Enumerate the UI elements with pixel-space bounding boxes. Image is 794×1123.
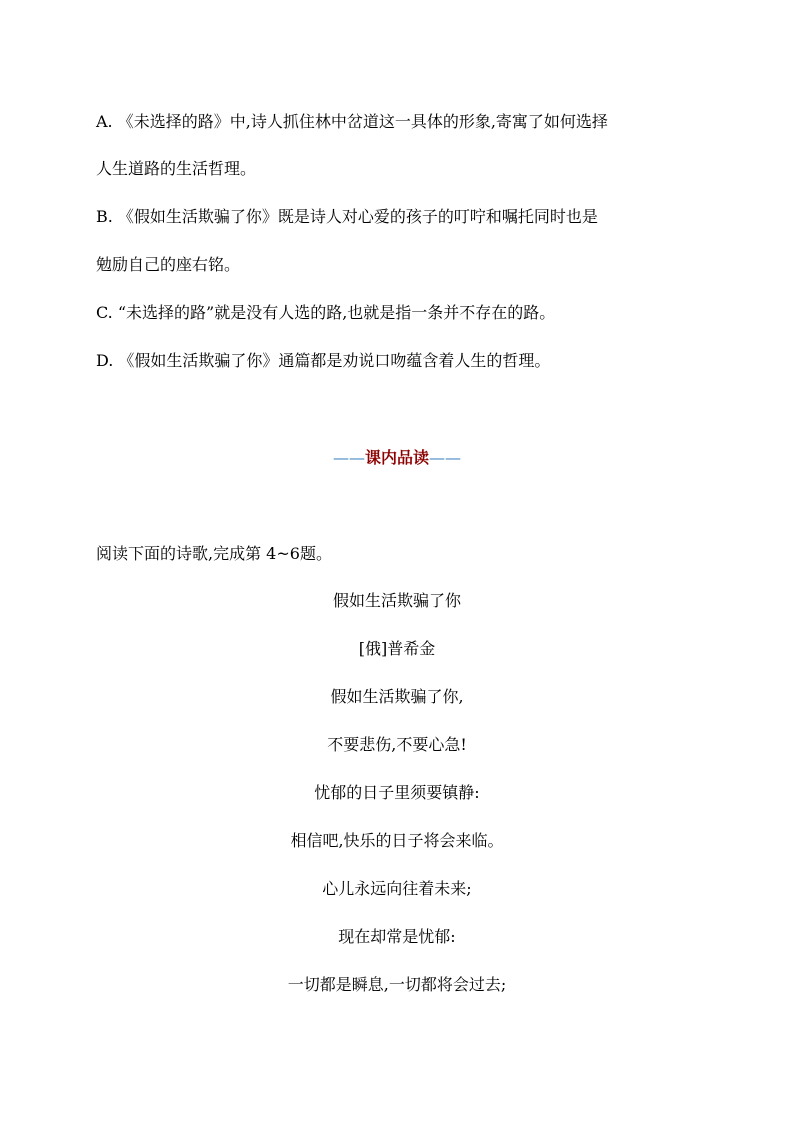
poem-line-6: 现在却常是忧郁:	[338, 927, 456, 946]
poem-line-7: 一切都是瞬息,一切都将会过去;	[287, 975, 507, 994]
poem-author: [俄]普希金	[358, 639, 436, 658]
section-heading	[0, 446, 794, 470]
poem-line-3: 忧郁的日子里须要镇静:	[314, 783, 480, 802]
option-b-line-2: 勉励自己的座右铭。	[96, 255, 241, 274]
poem-line-2: 不要悲伤,不要心急!	[327, 735, 467, 754]
option-d: D. 《假如生活欺骗了你》通篇都是劝说口吻蕴含着人生的哲理。	[96, 351, 551, 370]
heading-dash-left: ——	[332, 448, 365, 467]
poem-title: 假如生活欺骗了你	[332, 591, 461, 610]
option-a-line-2: 人生道路的生活哲理。	[96, 159, 257, 178]
poem-line-4: 相信吧,快乐的日子将会来临。	[290, 831, 504, 850]
option-a-line-1: A. 《未选择的路》中,诗人抓住林中岔道这一具体的形象,寄寓了如何选择	[96, 112, 608, 131]
heading-dash-right: ——	[429, 448, 461, 467]
option-c: C. “未选择的路”就是没有人选的路,也就是指一条并不存在的路。	[96, 303, 556, 322]
heading-title: 课内品读	[364, 448, 429, 467]
reading-instruction: 阅读下面的诗歌,完成第 4~6题。	[96, 544, 332, 563]
poem-line-1: 假如生活欺骗了你,	[330, 687, 464, 706]
poem-line-5: 心儿永远向往着未来;	[322, 879, 472, 898]
option-b-line-1: B. 《假如生活欺骗了你》既是诗人对心爱的孩子的叮咛和嘱托同时也是	[96, 207, 598, 226]
